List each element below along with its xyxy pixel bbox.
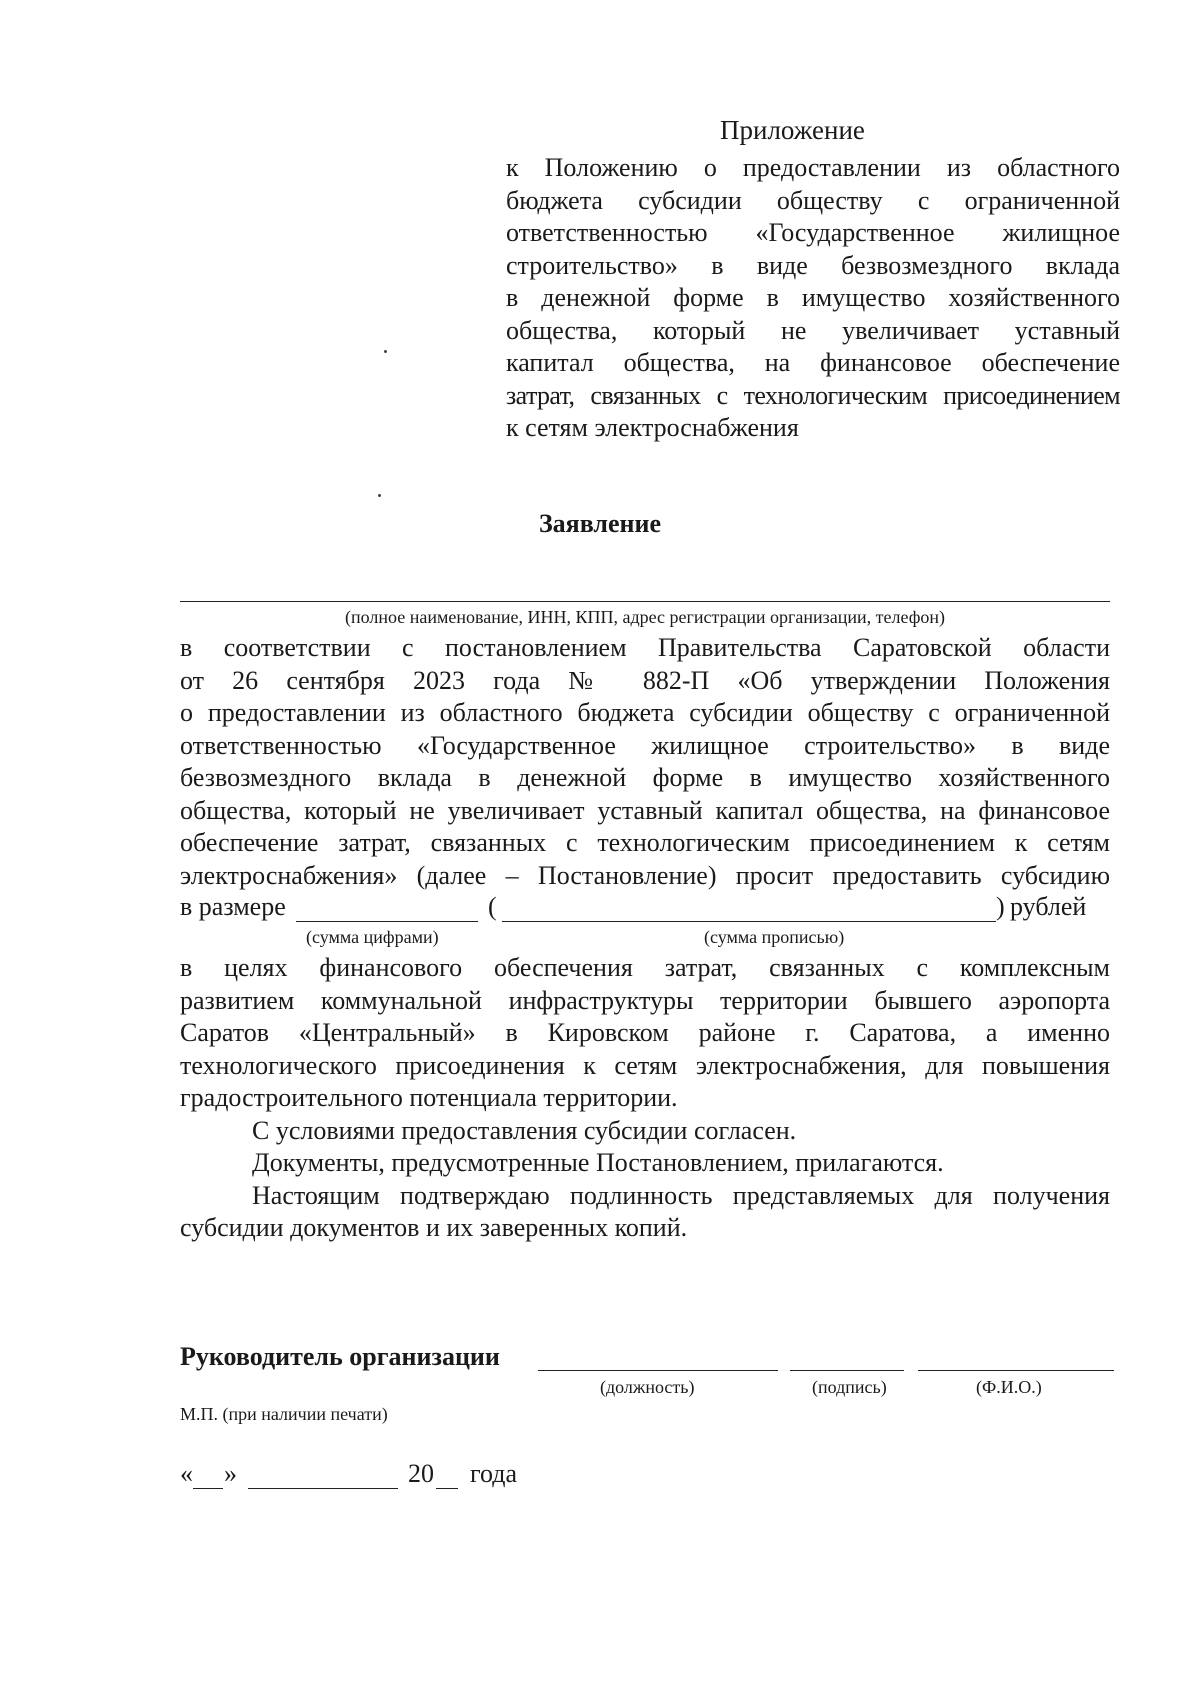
amount-label: в размере [180,892,286,921]
position-line [538,1370,778,1371]
body-line: развитием коммунальной инфраструктуры территории бывшего аэропорта [180,985,1110,1015]
date-close-quote: » [224,1459,237,1488]
authenticity-paragraph-end: субсидии документов и их заверенных копий. [180,1213,688,1242]
month-line [248,1488,398,1489]
amount-digits-caption: (сумма цифрами) [306,927,439,947]
appendix-title: Приложение [720,115,865,145]
body-line: Саратов «Центральный» в Кировском районе г. Саратова, а именно [180,1018,1110,1047]
amount-words-line [502,921,996,922]
body-line: безвозмездного вклада в денежной форме в имущество хозяйственного [180,763,1110,792]
appendix-line: бюджета субсидии обществу с ограниченной [506,185,1120,215]
organization-name-line [180,601,1110,602]
appendix-line: затрат, связанных с технологическим присоединением [506,380,1120,410]
body-paragraph-2 [180,952,1110,1245]
body-line: общества, который не увеличивает уставный капитал общества, на финансовое [180,795,1110,825]
body-line: электроснабжения» (далее – Постановление) просит предоставить субсидию [180,860,1110,890]
appendix-line: общества, который не увеличивает уставный [506,315,1120,345]
signer-label: Руководитель организации [180,1342,500,1371]
appendix-line: в денежной форме в имущество хозяйственного [506,283,1120,312]
signature-caption: (подпись) [812,1377,887,1397]
documents-paragraph: Документы, предусмотренные Постановлением, прилагаются. [252,1148,944,1177]
body-line: технологического присоединения к сетям электроснабжения, для повышения [180,1050,1110,1080]
appendix-line: капитал общества, на финансовое обеспечение [506,348,1120,377]
date-row [180,1458,780,1492]
body-line: в целях финансового обеспечения затрат, связанных с комплексным [180,953,1110,982]
amount-currency: рублей [1010,892,1087,921]
body-line: в соответствии с постановлением Правительства Саратовской области [180,633,1110,662]
appendix-line: к Положению о предоставлении из областного [506,153,1120,182]
amount-words-caption: (сумма прописью) [704,927,845,947]
amount-digits-line [296,921,478,922]
body-line: от 26 сентября 2023 года № 882-П «Об утверждении Положения [180,665,1110,695]
body-line: обеспечение затрат, связанных с технологическим присоединением к сетям [180,828,1110,857]
appendix-line: строительство» в виде безвозмездного вклада [506,250,1120,280]
scan-speck [384,350,387,353]
appendix-line: ответственностью «Государственное жилищное [506,218,1120,247]
year-word: года [470,1459,518,1488]
body-line: о предоставлении из областного бюджета субсидии обществу с ограниченной [180,698,1110,727]
day-line [193,1488,223,1489]
authenticity-paragraph: Настоящим подтверждаю подлинность представляемых для получения [252,1180,1110,1210]
appendix-line: к сетям электроснабжения [506,413,799,442]
scan-speck [378,494,381,497]
organization-caption: (полное наименование, ИНН, КПП, адрес регистрации организации, телефон) [344,607,945,627]
appendix-text [506,152,1120,445]
full-name-line [918,1370,1114,1371]
position-caption: (должность) [600,1377,695,1397]
year-prefix: 20 [408,1459,434,1488]
amount-open-paren: ( [488,892,497,921]
date-open-quote: « [180,1459,193,1488]
body-line: градостроительного потенциала территории. [180,1083,678,1112]
document-title: Заявление [538,509,662,538]
amount-close-paren: ) [996,892,1005,921]
signature-line [790,1370,904,1371]
body-paragraph-1 [180,632,1110,892]
stamp-note: М.П. (при наличии печати) [180,1404,388,1424]
full-name-caption: (Ф.И.О.) [976,1377,1042,1397]
consent-paragraph: С условиями предоставления субсидии согласен. [252,1115,797,1145]
year-line [436,1488,458,1489]
body-line: ответственностью «Государственное жилищное строительство» в виде [180,730,1110,760]
amount-row [180,891,1110,925]
